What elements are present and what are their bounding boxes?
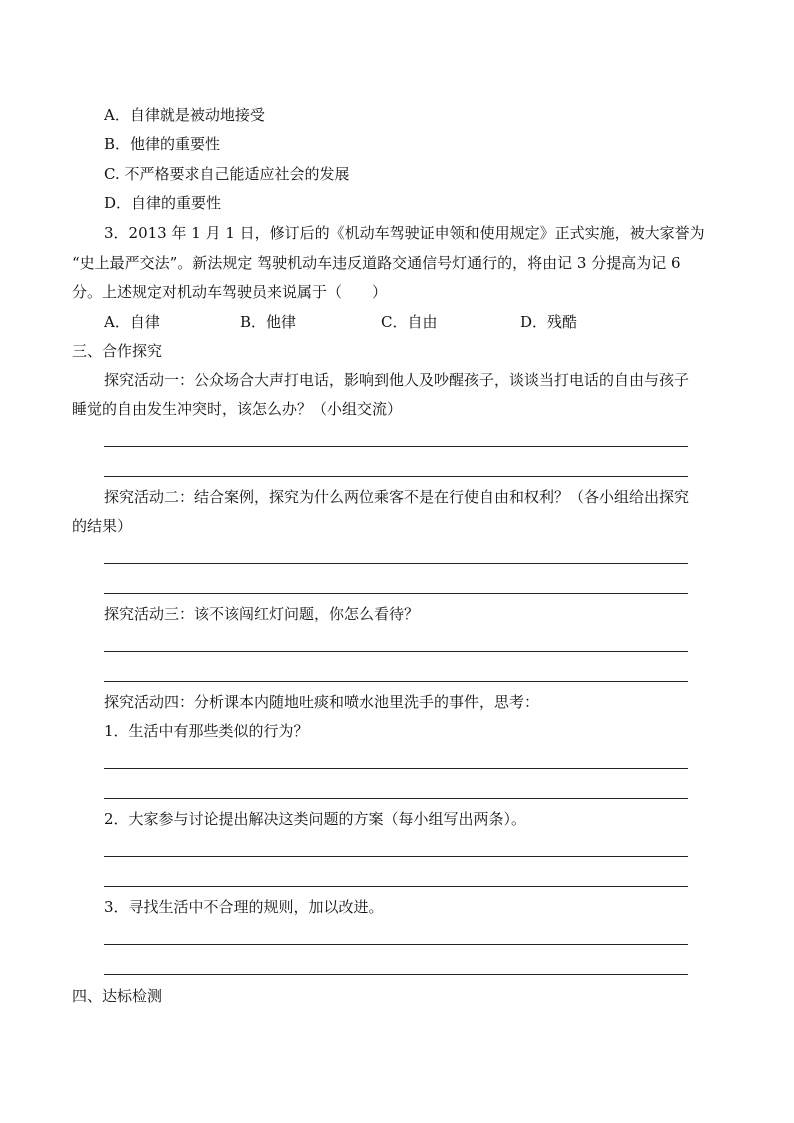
q3-option-d: D．残酷 [520, 313, 578, 331]
option-c: C. 不严格要求自己能适应社会的发展 [104, 165, 350, 183]
question-3-line-1: 3．2013 年 1 月 1 日，修订后的《机动车驾驶证申领和使用规定》正式实施，被大家誉为 [104, 224, 705, 242]
activity-1-line-2: 睡觉的自由发生冲突时，该怎么办？（小组交流） [72, 400, 403, 418]
option-b: B．他律的重要性 [104, 135, 221, 153]
activity-2-line-1: 探究活动二：结合案例，探究为什么两位乘客不是在行使自由和权利？（各小组给出探究 [104, 488, 690, 506]
q3-option-b: B．他律 [240, 313, 297, 331]
activity-2-line-2: 的结果） [72, 517, 133, 535]
q3-option-c: C．自由 [381, 313, 438, 331]
question-3-options [104, 311, 577, 333]
activity-3: 探究活动三：该不该闯红灯问题，你怎么看待？ [104, 605, 420, 623]
activity-4-question-3: 3．寻找生活中不合理的规则，加以改进。 [104, 898, 384, 916]
answer-line[interactable] [104, 974, 688, 975]
activity-1-line-1: 探究活动一：公众场合大声打电话，影响到他人及吵醒孩子，谈谈当打电话的自由与孩子 [104, 371, 690, 389]
activity-4-question-2: 2．大家参与讨论提出解决这类问题的方案（每小组写出两条）。 [104, 810, 527, 828]
answer-line[interactable] [104, 681, 688, 682]
answer-line[interactable] [104, 651, 688, 652]
answer-line[interactable] [104, 856, 688, 857]
option-d: D．自律的重要性 [104, 194, 222, 212]
activity-4-question-1: 1．生活中有那些类似的行为？ [104, 722, 309, 740]
question-3-line-2: “史上最严交法”。新法规定 驾驶机动车违反道路交通信号灯通行的，将由记 3 分提高为记 6 [72, 254, 681, 272]
answer-line[interactable] [104, 944, 688, 945]
answer-line[interactable] [104, 446, 688, 447]
answer-line[interactable] [104, 563, 688, 564]
q3-option-a: A．自律 [104, 313, 160, 331]
section-4-heading: 四、达标检测 [72, 987, 163, 1005]
answer-line[interactable] [104, 476, 688, 477]
answer-line[interactable] [104, 768, 688, 769]
question-3-line-3: 分。上述规定对机动车驾驶员来说属于（ ） [72, 283, 388, 301]
answer-line[interactable] [104, 886, 688, 887]
answer-line[interactable] [104, 593, 688, 594]
activity-4-intro: 探究活动四：分析课本内随地吐痰和喷水池里洗手的事件，思考： [104, 693, 540, 711]
answer-line[interactable] [104, 798, 688, 799]
option-a: A．自律就是被动地接受 [104, 106, 265, 124]
section-3-heading: 三、合作探究 [72, 342, 163, 360]
